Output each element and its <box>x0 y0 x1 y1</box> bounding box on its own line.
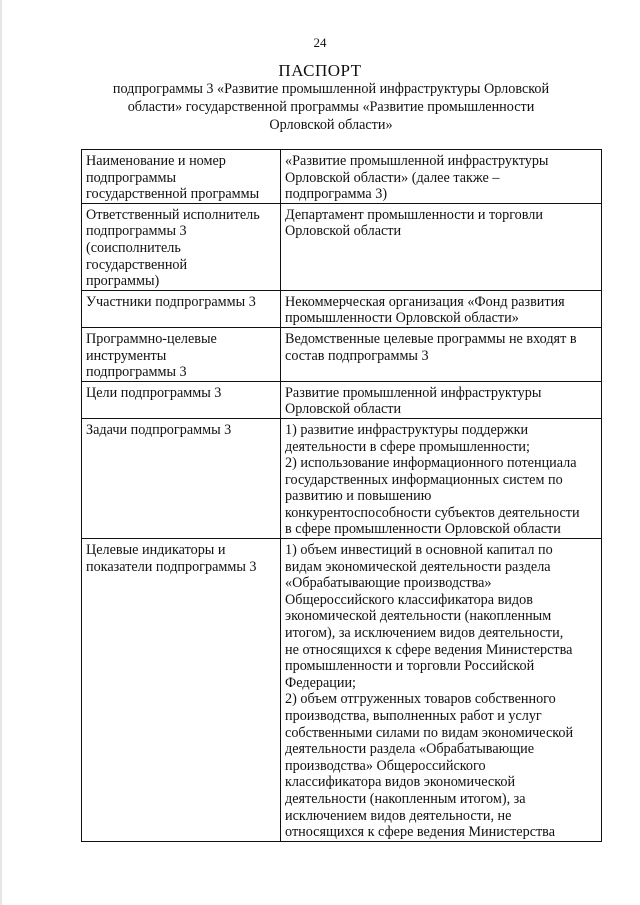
row-value-line: классификатора видов экономической <box>285 774 516 791</box>
row-value-cell <box>281 418 602 538</box>
row-value-line: подпрограмма 3) <box>285 186 388 203</box>
row-label-line: подпрограммы 3 <box>86 364 187 381</box>
row-label-line: Участники подпрограммы 3 <box>86 293 256 310</box>
row-value-line: Департамент промышленности и торговли <box>285 206 543 223</box>
table-row <box>82 150 602 204</box>
row-value-line: конкурентоспособности субъектов деятельности <box>285 504 580 521</box>
row-label-line: Цели подпрограммы 3 <box>86 384 222 401</box>
table-row <box>82 418 602 538</box>
row-label-line: подпрограммы 3 <box>86 223 187 240</box>
row-value-cell <box>281 327 602 381</box>
row-value-line: в сфере промышленности Орловской области <box>285 521 561 538</box>
row-value-line: Некоммерческая организация «Фонд развития <box>285 293 565 310</box>
row-value-line: деятельности (накопленным итогом), за <box>285 790 526 807</box>
row-value-line: состав подпрограммы 3 <box>285 347 429 364</box>
row-value-line: экономической деятельности (накопленным <box>285 608 552 625</box>
row-value-cell <box>281 381 602 418</box>
passport-table-body <box>82 150 602 842</box>
row-label-line: программы) <box>86 273 160 290</box>
row-label-line: показатели подпрограммы 3 <box>86 558 257 575</box>
row-label-cell <box>82 418 281 538</box>
row-value-line: относящихся к сфере ведения Министерства <box>285 824 555 841</box>
row-value-line: Орловской области <box>285 401 402 418</box>
subtitle-line: области» государственной программы «Развитие промышленности <box>127 99 535 115</box>
row-label-cell <box>82 539 281 842</box>
subtitle-line: подпрограммы 3 «Развитие промышленной инфраструктуры Орловской <box>112 81 550 97</box>
table-row <box>82 381 602 418</box>
passport-table <box>81 149 602 842</box>
row-label-line: инструменты <box>86 347 167 364</box>
row-label-cell <box>82 203 281 290</box>
row-value-line: Орловской области» (далее также – <box>285 169 500 186</box>
row-value-line: 2) использование информационного потенциала <box>285 455 577 472</box>
row-value-line: промышленности Орловской области» <box>285 310 519 327</box>
row-label-line: подпрограммы <box>86 169 176 186</box>
row-value-line: видам экономической деятельности раздела <box>285 558 551 575</box>
document-title: ПАСПОРТ <box>278 61 362 80</box>
row-label-line: Программно-целевые <box>86 330 217 347</box>
scan-edge <box>0 0 2 905</box>
row-value-line: государственных информационных систем по <box>285 471 563 488</box>
row-value-cell <box>281 203 602 290</box>
subtitle-line: Орловской области» <box>269 117 393 133</box>
row-value-line: итогом), за исключением видов деятельности, <box>285 625 564 642</box>
row-label-line: государственной <box>86 256 188 273</box>
row-value-line: Орловской области <box>285 223 402 240</box>
row-value-cell <box>281 539 602 842</box>
row-value-line: 1) развитие инфраструктуры поддержки <box>285 421 529 438</box>
row-label-cell <box>82 381 281 418</box>
table-row <box>82 290 602 327</box>
row-label-cell <box>82 150 281 204</box>
row-value-line: «Развитие промышленной инфраструктуры <box>285 153 549 169</box>
row-value-line: развитию и повышению <box>285 488 432 505</box>
row-value-line: 2) объем отгруженных товаров собственного <box>285 691 556 708</box>
row-label-line: (соисполнитель <box>86 239 181 256</box>
row-value-line: деятельности раздела «Обрабатывающие <box>285 741 535 758</box>
row-value-line: «Обрабатывающие производства» <box>285 575 492 592</box>
row-value-line: не относящихся к сфере ведения Министерства <box>285 641 573 658</box>
row-label-cell <box>82 290 281 327</box>
table-row <box>82 539 602 842</box>
row-value-line: собственными силами по видам экономической <box>285 724 574 741</box>
row-label-line: Ответственный исполнитель <box>86 206 260 223</box>
row-value-cell <box>281 290 602 327</box>
row-label-line: государственной программы <box>86 186 260 203</box>
row-value-line: промышленности и торговли Российской <box>285 658 535 675</box>
document-subtitle <box>100 80 562 134</box>
row-value-line: Развитие промышленной инфраструктуры <box>285 384 542 401</box>
table-row <box>82 203 602 290</box>
row-label-cell <box>82 327 281 381</box>
page-number: 24 <box>313 35 327 50</box>
row-label-line: Целевые индикаторы и <box>86 542 226 559</box>
row-value-line: Федерации; <box>285 674 356 691</box>
row-value-line: 1) объем инвестиций в основной капитал по <box>285 542 553 559</box>
row-value-line: деятельности в сфере промышленности; <box>285 438 530 455</box>
row-value-line: производства» Общероссийского <box>285 757 486 774</box>
row-value-line: Общероссийского классификатора видов <box>285 591 533 608</box>
table-row <box>82 327 602 381</box>
row-label-line: Наименование и номер <box>86 153 226 169</box>
row-label-line: Задачи подпрограммы 3 <box>86 421 232 438</box>
row-value-line: Ведомственные целевые программы не входят в <box>285 330 577 347</box>
row-value-line: исключением видов деятельности, не <box>285 807 512 824</box>
row-value-cell <box>281 150 602 204</box>
row-value-line: производства, выполненных работ и услуг <box>285 708 542 724</box>
